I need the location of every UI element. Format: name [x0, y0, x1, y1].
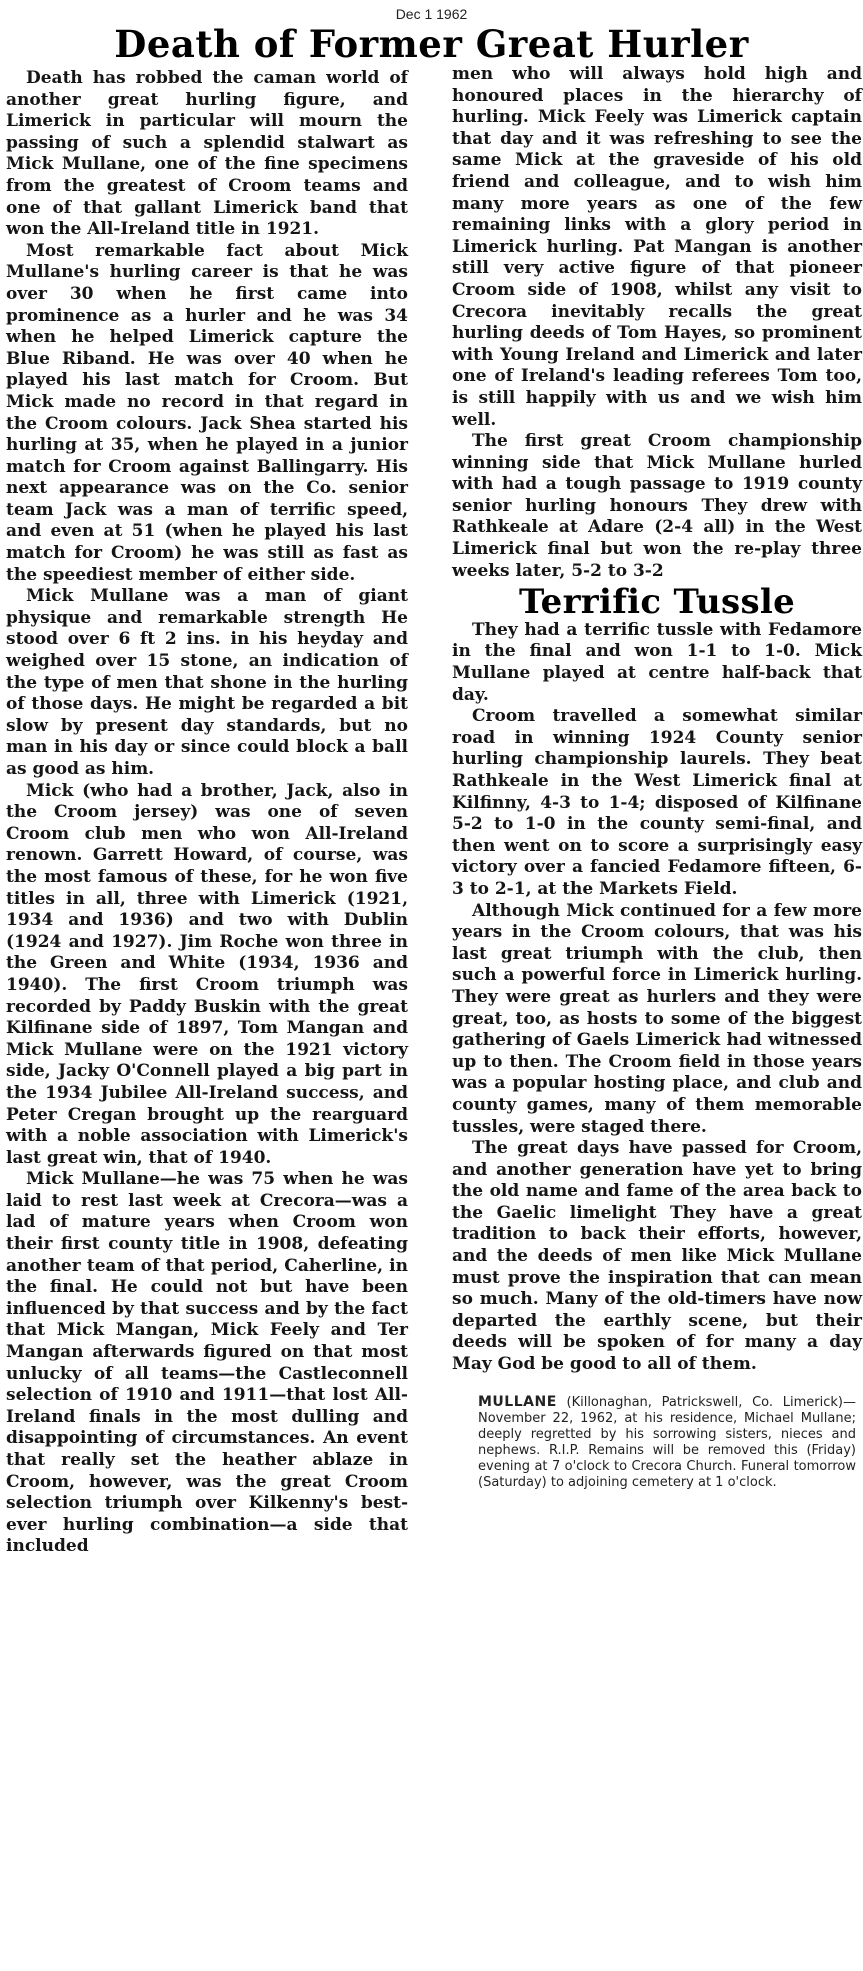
headline: Death of Former Great Hurler: [114, 22, 749, 66]
article-paragraph: Although Mick continued for a few more years in the Croom colours, that was his last great triumph with the club, then such a powerful force in Limerick hurling. They were great as hurlers and they were great, too, as hosts to some of the biggest gathering of Gaels Limerick had witnessed up to then. The Croom field in those years was a popular hosting place, and club and county games, many of them memorable tussles, were staged there.: [452, 900, 862, 1137]
death-notice: [452, 1394, 862, 1491]
article-paragraph: Mick Mullane was a man of giant physique and remarkable strength He stood over 6 ft 2 ins. in his heyday and weighed over 15 stone, an indication of the type of men that shone in the hurling of those days. He might be regarded a bit slow by present day standards, but no man in his day or since could block a ball as good as him.: [6, 586, 408, 779]
death-notice-text: (Killonaghan, Patrickswell, Co. Limerick)—November 22, 1962, at his residence, Michael Mullane; deeply regretted by his sorrowing sisters, nieces and nephews. R.I.P. Remains will be removed this (Friday) evening at 7 o'clock to Crecora Church. Funeral tomorrow (Saturday) to adjoining cemetery at 1 o'clock.: [478, 1394, 856, 1490]
article-paragraph: Mick Mullane—he was 75 when he was laid to rest last week at Crecora—was a lad of mature years when Croom won their first county title in 1908, defeating another team of that period, Caherline, in the final. He could not but have been influenced by that success and by the fact that Mick Mangan, Mick Feely and Ter Mangan afterwards figured on that most unlucky of all teams—the Castleconnell selection of 1910 and 1911—that lost All-Ireland finals in the most dulling and disappointing of circumstances. An event that really set the heather ablaze in Croom, however, was the great Croom selection triumph over Kilkenny's best-ever hurling combination—a side that included: [6, 1169, 408, 1557]
dateline: Dec 1 1962: [395, 6, 468, 22]
article-paragraph: Croom travelled a somewhat similar road in winning 1924 County senior hurling championship laurels. They beat Rathkeale in the West Limerick final at Kilfinny, 4-3 to 1-4; disposed of Kilfinane 5-2 to 1-0 in the county semi-final, and then went on to score a surprisingly easy victory over a fancied Fedamore fifteen, 6-3 to 2-1, at the Markets Field.: [452, 706, 862, 899]
right-column: [452, 64, 862, 1491]
article-paragraph: The first great Croom championship winning side that Mick Mullane hurled with had a tough passage to 1919 county senior hurling honours They drew with Rathkeale at Adare (2-4 all) in the West Limerick final but won the re-play three weeks later, 5-2 to 3-2: [452, 431, 862, 581]
left-column: [6, 68, 408, 1558]
article-paragraph: men who will always hold high and honoured places in the hierarchy of hurling. Mick Feely was Limerick captain that day and it was refreshing to see the same Mick at the graveside of his old friend and colleague, and to wish him many more years as one of the few remaining links with a glory period in Limerick hurling. Pat Mangan is another still very active figure of that pioneer Croom side of 1908, whilst any visit to Crecora inevitably recalls the great hurling deeds of Tom Hayes, so prominent with Young Ireland and Limerick and later one of Ireland's leading referees Tom too, is still happily with us and we wish him well.: [452, 64, 862, 430]
article-paragraph: The great days have passed for Croom, and another generation have yet to bring the old name and fame of the area back to the Gaelic limelight They have a great tradition to back their efforts, however, and the deeds of men like Mick Mullane must prove the inspiration that can mean so much. Many of the old-timers have now departed the earthly scene, but their deeds will be spoken of for many a day May God be good to all of them.: [452, 1138, 862, 1375]
subheading: Terrific Tussle: [518, 582, 796, 623]
article-paragraph: They had a terrific tussle with Fedamore in the final and won 1-1 to 1-0. Mick Mullane played at centre half-back that day.: [452, 619, 862, 705]
death-notice-name: MULLANE: [478, 1393, 557, 1410]
article-paragraph: Death has robbed the caman world of another great hurling figure, and Limerick in particular will mourn the passing of such a splendid stalwart as Mick Mullane, one of the fine specimens from the greatest of Croom teams and one of that gallant Limerick band that won the All-Ireland title in 1921.: [6, 68, 408, 240]
article-paragraph: Mick (who had a brother, Jack, also in the Croom jersey) was one of seven Croom club men who won All-Ireland renown. Garrett Howard, of course, was the most famous of these, for he won five titles in all, three with Limerick (1921, 1934 and 1936) and two with Dublin (1924 and 1927). Jim Roche won three in the Green and White (1934, 1936 and 1940). The first Croom triumph was recorded by Paddy Buskin with the great Kilfinane side of 1897, Tom Mangan and Mick Mullane were on the 1921 victory side, Jacky O'Connell played a big part in the 1934 Jubilee All-Ireland success, and Peter Cregan brought up the rearguard with a noble association with Limerick's last great win, that of 1940.: [6, 780, 408, 1168]
article-paragraph: Most remarkable fact about Mick Mullane's hurling career is that he was over 30 when he first came into prominence as a hurler and he was 34 when he helped Limerick capture the Blue Riband. He was over 40 when he played his last match for Croom. But Mick made no record in that regard in the Croom colours. Jack Shea started his hurling at 35, when he played in a junior match for Croom against Ballingarry. His next appearance was on the Co. senior team Jack was a man of terrific speed, and even at 51 (when he played his last match for Croom) he was still as fast as the speediest member of either side.: [6, 240, 408, 585]
